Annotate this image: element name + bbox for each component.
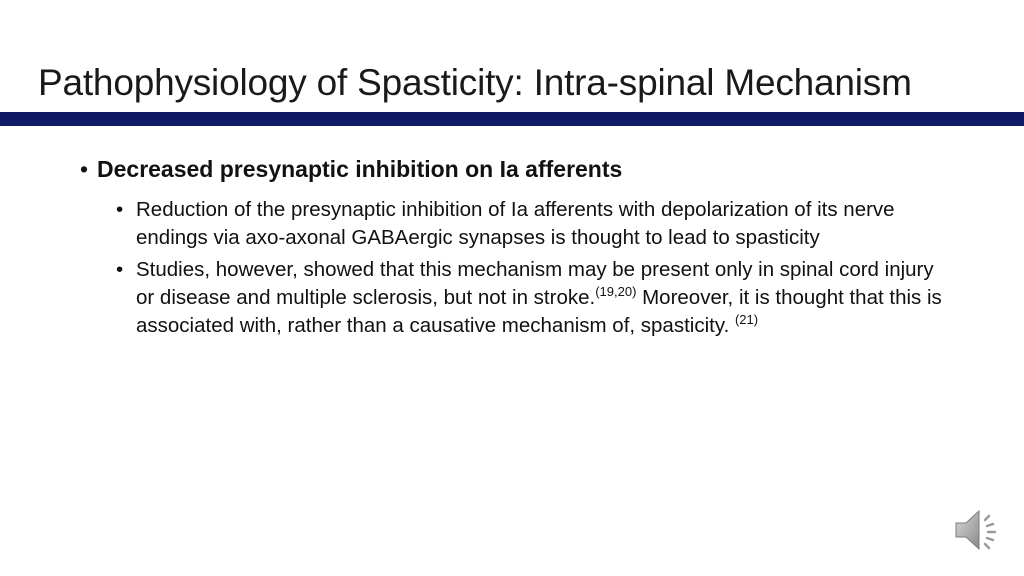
bullet-dot: • xyxy=(116,198,124,221)
main-bullet xyxy=(80,156,622,183)
bullet-dot: • xyxy=(80,156,89,182)
title-divider xyxy=(0,112,1024,126)
sub-bullet-2-text-b: Moreover, it is thought that this is associated with, rather than a causative mechanism of, spasticity. xyxy=(136,286,942,337)
citation-21: (21) xyxy=(734,312,759,327)
speaker-icon[interactable] xyxy=(952,506,1004,554)
main-bullet-text: Decreased presynaptic inhibition on Ia afferents xyxy=(97,156,623,182)
sub-bullet-2-text-a: Studies, however, showed that this mechanism may be present only in spinal cord injury or disease and multiple sclerosis, but not in stroke. xyxy=(136,258,934,309)
citation-19-20: (19,20) xyxy=(595,284,637,299)
sub-bullet-list xyxy=(116,196,946,344)
slide-title: Pathophysiology of Spasticity: Intra-spinal Mechanism xyxy=(38,62,912,103)
sub-bullet-1 xyxy=(116,196,946,252)
sub-bullet-1-text: Reduction of the presynaptic inhibition of Ia afferents with depolarization of its nerve endings via axo-axonal GABAergic synapses is thought to lead to spasticity xyxy=(136,198,895,249)
sub-bullet-2 xyxy=(116,256,946,340)
bullet-dot: • xyxy=(116,258,124,281)
